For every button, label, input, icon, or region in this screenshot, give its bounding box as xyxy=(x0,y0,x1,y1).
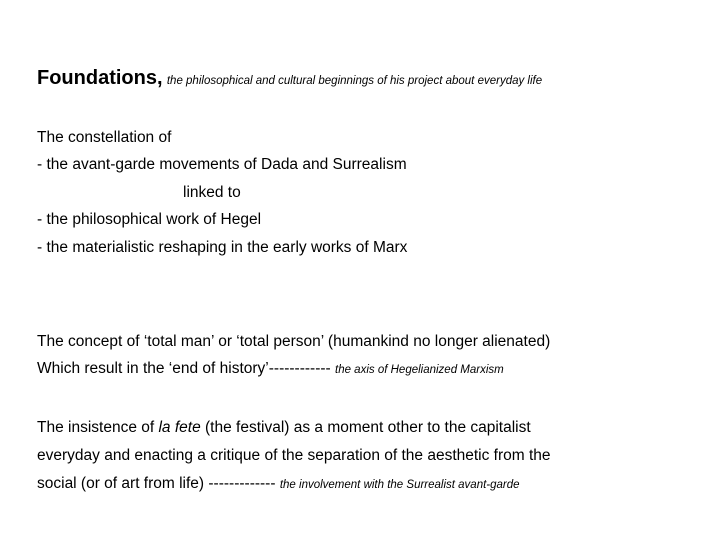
end-of-history-text: Which result in the ‘end of history’------------ xyxy=(37,360,331,377)
heading-line xyxy=(37,68,542,91)
surrealist-involvement-note: the involvement with the Surrealist avant-garde xyxy=(279,479,520,491)
la-fete-line xyxy=(37,418,531,438)
la-fete-post: (the festival) as a moment other to the capitalist xyxy=(200,419,531,436)
constellation-line: The constellation of xyxy=(37,129,172,146)
end-of-history-line xyxy=(37,359,504,380)
marx-line: - the materialistic reshaping in the early works of Marx xyxy=(37,239,408,256)
la-fete-italic: la fete xyxy=(158,419,201,436)
linked-to-line: linked to xyxy=(183,184,241,201)
art-from-life-line xyxy=(37,474,520,495)
slide-title: Foundations, xyxy=(37,67,163,89)
dada-surrealism-line: - the avant-garde movements of Dada and Surrealism xyxy=(37,156,407,173)
slide-subtitle: the philosophical and cultural beginnings of his project about everyday life xyxy=(166,75,543,87)
hegel-line: - the philosophical work of Hegel xyxy=(37,211,262,228)
total-man-line: The concept of ‘total man’ or ‘total person’ (humankind no longer alienated) xyxy=(37,333,551,350)
art-from-life-text: social (or of art from life) ------------- xyxy=(37,475,276,492)
aesthetic-critique-line: everyday and enacting a critique of the separation of the aesthetic from the xyxy=(37,447,551,464)
hegelianized-marxism-note: the axis of Hegelianized Marxism xyxy=(335,364,504,376)
la-fete-pre: The insistence of xyxy=(37,419,159,436)
